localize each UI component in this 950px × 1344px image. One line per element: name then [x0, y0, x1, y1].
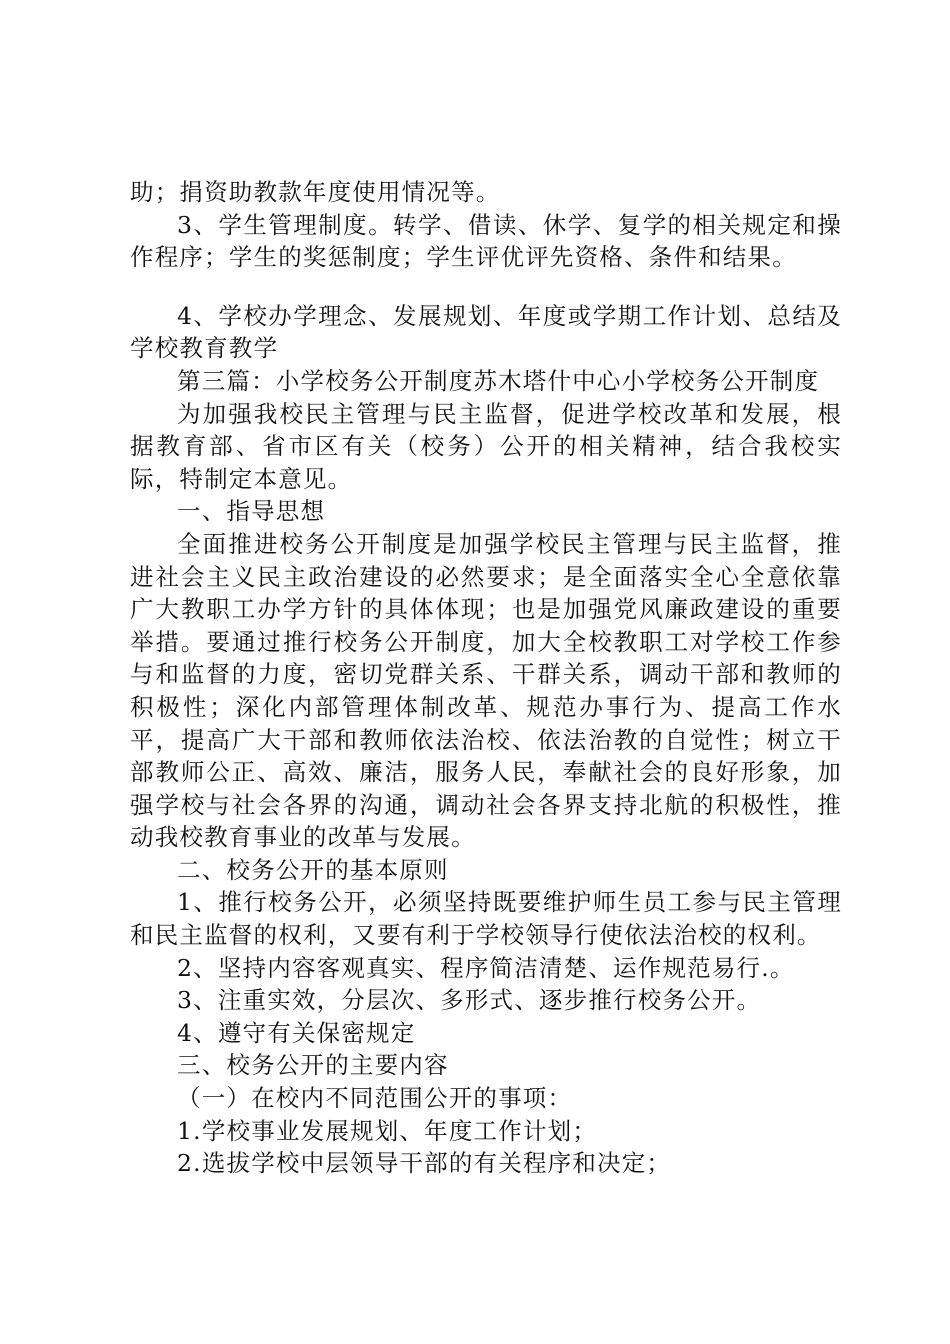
paragraph: 3、学生管理制度。转学、借读、休学、复学的相关规定和操作程序；学生的奖惩制度；学生评优评先资格、条件和结果。	[130, 210, 842, 272]
section-heading: 三、校务公开的主要内容	[177, 1051, 449, 1080]
paragraph: 4、学校办学理念、发展规划、年度或学期工作计划、总结及学校教育教学	[130, 301, 842, 363]
paragraph: 为加强我校民主管理与民主监督，促进学校改革和发展，根据教育部、省市区有关（校务）公开的相关精神，结合我校实际，特制定本意见。	[130, 399, 842, 493]
subsection-heading: （一）在校内不同范围公开的事项：	[177, 1084, 573, 1113]
list-item: 4、遵守有关保密规定	[177, 1018, 416, 1047]
section-heading: 一、指导思想	[177, 497, 326, 526]
section-heading: 第三篇：小学校务公开制度苏木塔什中心小学校务公开制度	[177, 366, 820, 395]
list-item: 1.学校事业发展规划、年度工作计划；	[177, 1116, 598, 1145]
document-body	[130, 176, 842, 1180]
list-item: 2、坚持内容客观真实、程序简洁清楚、运作规范易行.。	[177, 953, 795, 982]
paragraph: 助；捐资助教款年度使用情况等。	[130, 178, 501, 206]
list-item: 1、推行校务公开，必须坚持既要维护师生员工参与民主管理和民主监督的权利，又要有利于学校领导行使依法治校的权利。	[130, 888, 842, 950]
paragraph: 全面推进校务公开制度是加强学校民主管理与民主监督，推进社会主义民主政治建设的必然要求；是全面落实全心全意依靠广大教职工办学方针的具体体现；也是加强党风廉政建设的重要举措。要通过推行校务公开制度，加大全校教职工对学校工作参与和监督的力度，密切党群关系、干群关系，调动干部和教师的积极性；深化内部管理体制改革、规范办事行为、提高工作水平，提高广大干部和教师依法治校、依法治教的自觉性；树立干部教师公正、高效、廉洁，服务人民，奉献社会的良好形象，加强学校与社会各界的沟通，调动社会各界支持北航的积极性，推动我校教育事业的改革与发展。	[130, 529, 842, 852]
list-item: 2.选拔学校中层领导干部的有关程序和决定；	[177, 1149, 672, 1178]
paragraph-gap	[130, 274, 842, 300]
list-item: 3、注重实效，分层次、多形式、逐步推行校务公开。	[177, 986, 762, 1015]
section-heading: 二、校务公开的基本原则	[177, 855, 449, 884]
